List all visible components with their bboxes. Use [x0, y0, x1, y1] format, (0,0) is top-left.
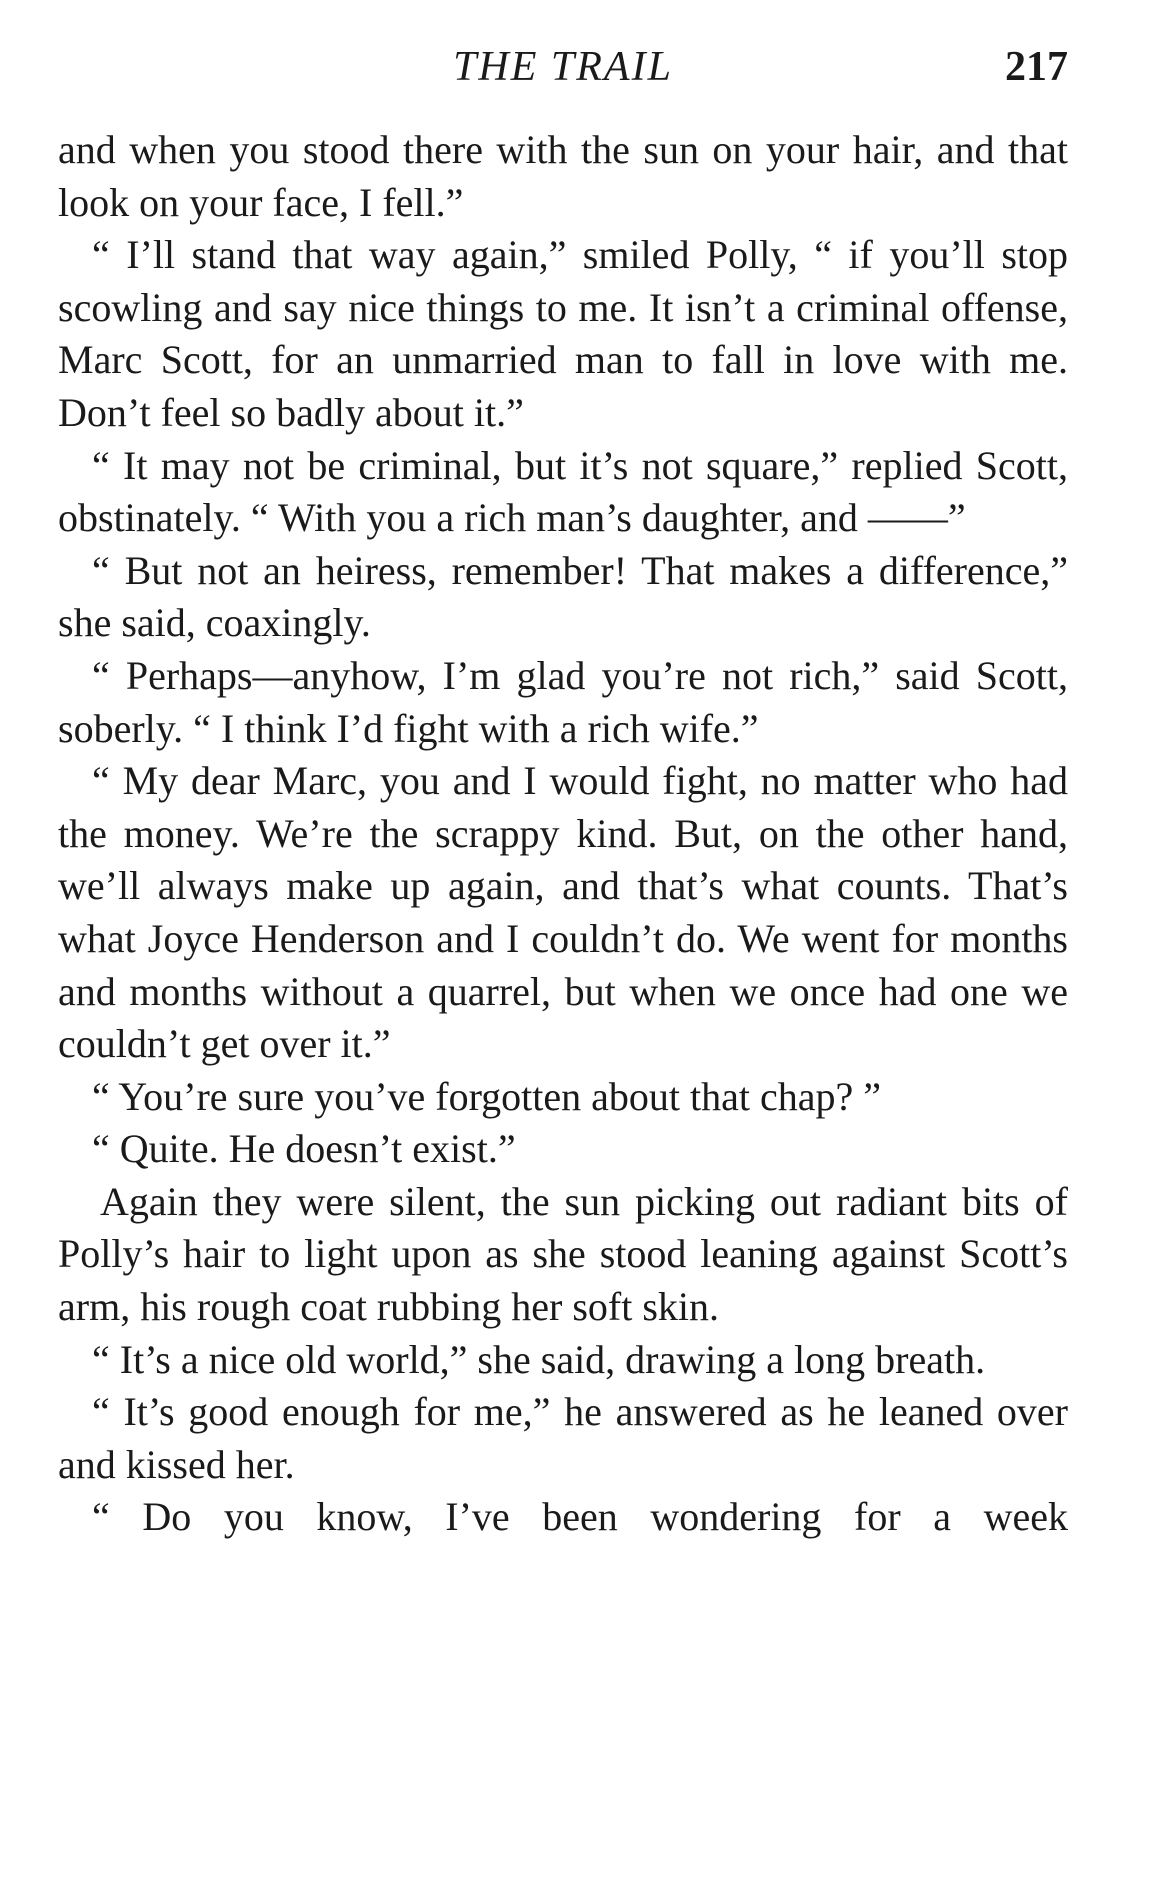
paragraph: “ But not an heiress, remember! That makes a difference,” she said, coaxingly. — [58, 547, 1068, 646]
running-head — [58, 38, 1068, 96]
running-title: THE TRAIL — [453, 44, 673, 90]
paragraph: and when you stood there with the sun on your hair, and that look on your face, I fell.” — [58, 127, 1068, 225]
paragraph: “ I’ll stand that way again,” smiled Polly, “ if you’ll stop scowling and say nice things to me. It isn’t a criminal offense, Marc Scott, for an unmarried man to fall in love with me. Don’t feel so badly about it.” — [58, 232, 1068, 435]
paragraph: Again they were silent, the sun picking out radiant bits of Polly’s hair to light upon as she stood leaning against Scott’s arm, his rough coat rubbing her soft skin. — [58, 1178, 1068, 1330]
paragraph: “ Do you know, I’ve been wondering for a week — [92, 1494, 1068, 1540]
paragraph: “ It may not be criminal, but it’s not square,” replied Scott, obstinately. “ With you a rich man’s daughter, and ——” — [58, 442, 1068, 541]
paragraph: “ Quite. He doesn’t exist.” — [92, 1126, 516, 1172]
page-number: 217 — [1005, 44, 1068, 90]
paragraph: “ It’s good enough for me,” he answered as he leaned over and kissed her. — [58, 1389, 1068, 1487]
paragraph: “ Perhaps—anyhow, I’m glad you’re not rich,” said Scott, soberly. “ I think I’d fight with a rich wife.” — [58, 652, 1068, 751]
paragraph: “ You’re sure you’ve forgotten about that chap? ” — [92, 1073, 882, 1119]
paragraph: “ It’s a nice old world,” she said, drawing a long breath. — [92, 1336, 986, 1382]
body-text — [58, 124, 1068, 1544]
paragraph: “ My dear Marc, you and I would fight, no matter who had the money. We’re the scrappy kind. But, on the other hand, we’ll always make up again, and that’s what counts. That’s what Joyce Henderson and I couldn’t do. We went for months and months without a quarrel, but when we once had one we couldn’t get over it.” — [58, 758, 1068, 1067]
